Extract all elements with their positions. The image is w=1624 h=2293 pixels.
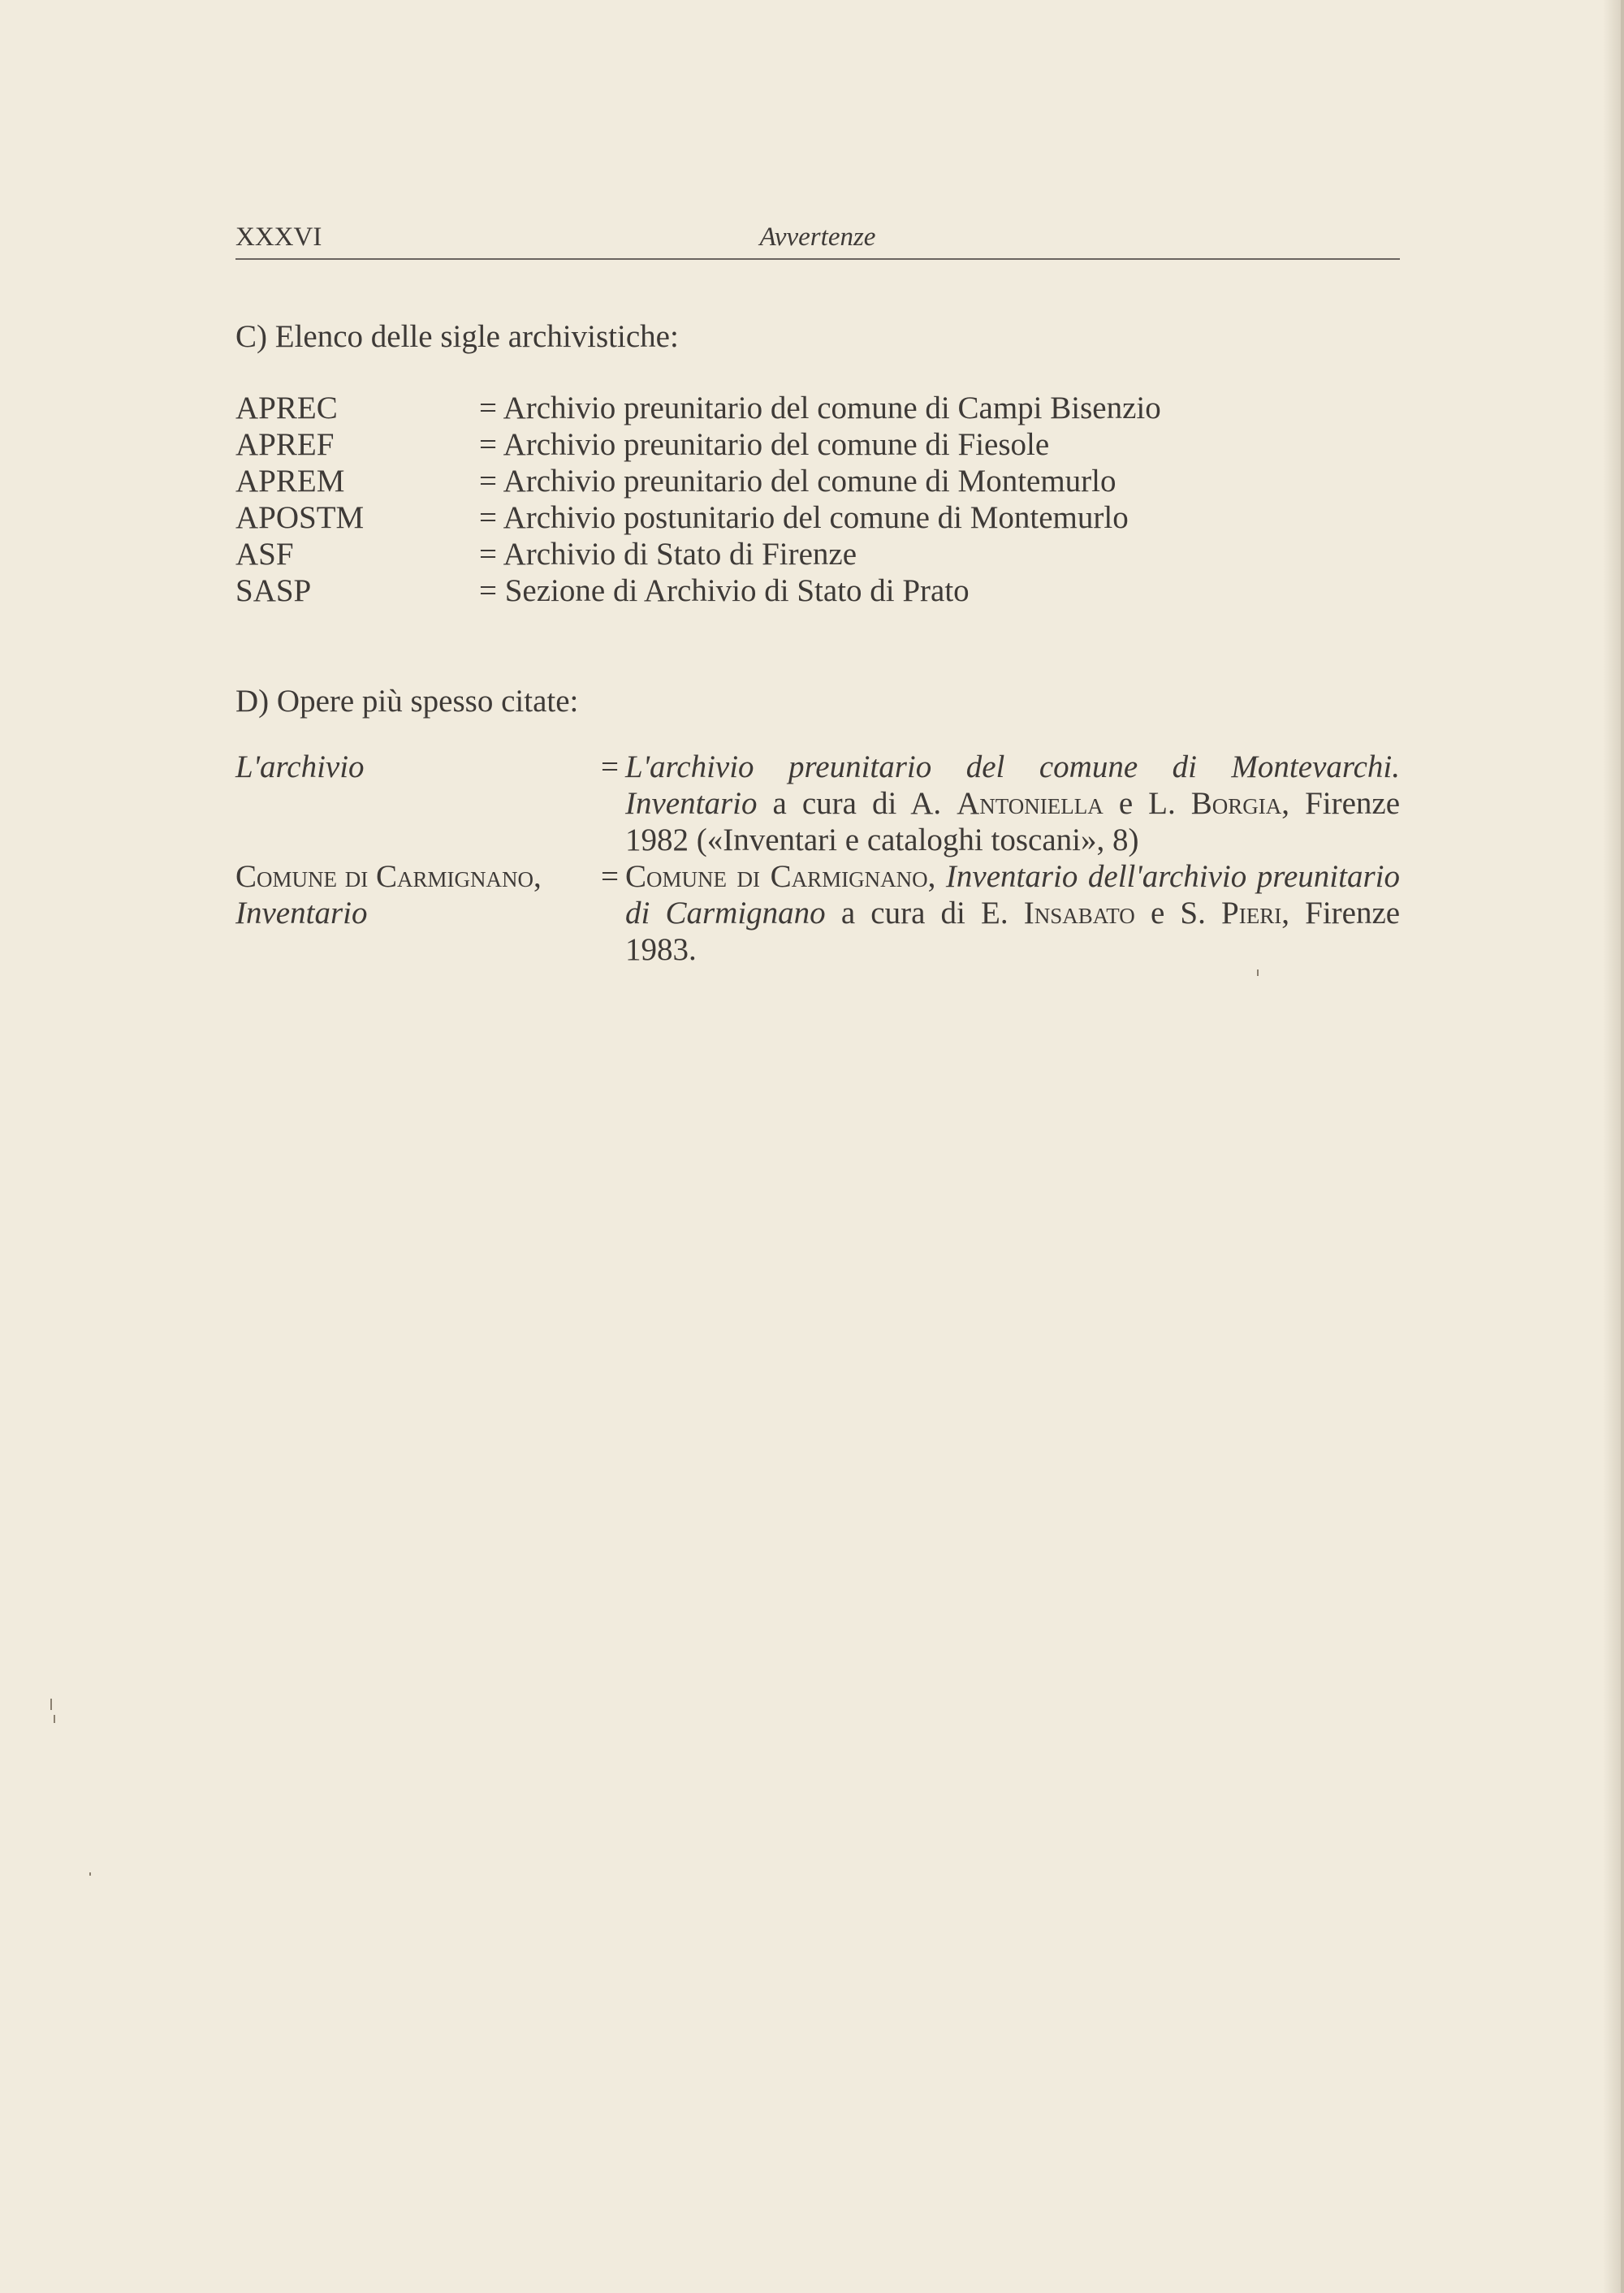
running-title: Avvertenze (759, 222, 876, 252)
work-short-label: Inventario (235, 896, 368, 931)
work-short-title: L'archivio (235, 749, 365, 784)
abbreviation-code: APREF (235, 427, 335, 462)
abbreviation-code: APOSTM (235, 500, 365, 535)
work-title: L'archivio preunitario del comune di Montevarchi. Inventario (625, 749, 1400, 821)
work-reference (625, 858, 1400, 968)
equals-sign: = (601, 859, 619, 894)
editor-name: S. Pieri, (1180, 896, 1289, 931)
abbreviation-definition: = Archivio di Stato di Firenze (479, 537, 857, 572)
editor-name: L. Borgia, (1148, 786, 1290, 821)
abbreviation-code: SASP (235, 573, 312, 608)
work-title: Inventario dell'archivio preunitario di Carmignano (625, 859, 1400, 931)
conjunction: e (1118, 786, 1134, 821)
section-c-heading: C) Elenco delle sigle archivistiche: (235, 319, 679, 354)
section-d-heading: D) Opere più spesso citate: (235, 684, 579, 719)
imprint: Firenze 1982 («Inventari e cataloghi toscani», 8) (625, 786, 1401, 857)
abbreviation-code: ASF (235, 537, 294, 572)
abbreviation-code: APREM (235, 464, 345, 499)
work-reference (625, 749, 1400, 858)
imprint: Firenze 1983. (625, 896, 1401, 967)
abbreviation-definition: = Archivio preunitario del comune di Montemurlo (479, 464, 1116, 499)
paper-speck (89, 1872, 91, 1876)
abbreviation-definition: = Archivio postunitario del comune di Montemurlo (479, 500, 1129, 535)
work-entry (235, 749, 1400, 858)
equals-sign: = (601, 749, 619, 784)
work-short-author: Comune di Carmignano, (235, 859, 542, 894)
running-head (235, 218, 1400, 257)
editor-name: E. Insabato (981, 896, 1135, 931)
abbreviation-definition: = Sezione di Archivio di Stato di Prato (479, 573, 970, 608)
page-edge (1621, 0, 1624, 2293)
work-entry (235, 858, 1400, 968)
paper-speck (1257, 969, 1259, 976)
work-short-title (235, 858, 601, 931)
paper-speck (54, 1715, 55, 1723)
work-author: Comune di Carmignano, (625, 859, 936, 894)
header-rule (235, 258, 1400, 260)
works-list (235, 749, 1400, 968)
conjunction: e (1150, 896, 1165, 931)
paper-speck (50, 1699, 52, 1710)
abbreviation-code: APREC (235, 391, 338, 425)
abbreviation-definition: = Archivio preunitario del comune di Campi Bisenzio (479, 391, 1161, 425)
curator-prefix: a cura di (840, 896, 965, 931)
page-number: XXXVI (235, 222, 322, 252)
editor-name: A. Antoniella (910, 786, 1104, 821)
curator-prefix: a cura di (772, 786, 897, 821)
abbreviation-definition: = Archivio preunitario del comune di Fiesole (479, 427, 1050, 462)
